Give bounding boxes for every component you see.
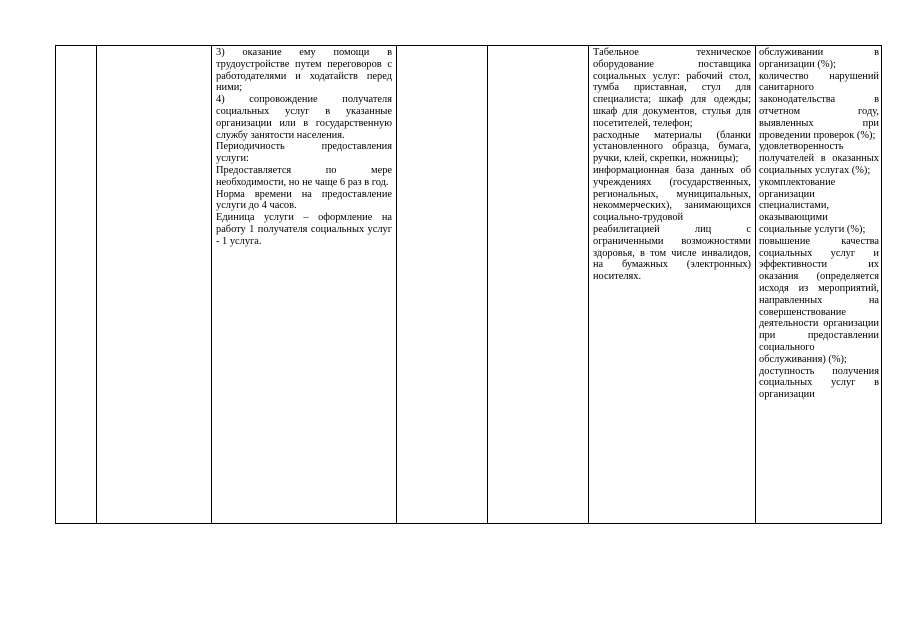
conditions-paragraph: информационная база данных об учреждениях (государственных, региональных, муниципальных, некоммерческих), занимающихся социально-трудовой реабилитацией лиц с ограниченными возможностями здоровья, в том числе инвалидов, на бумажных (электронных) носителях.: [593, 164, 751, 283]
description-paragraph: Единица услуги – оформление на работу 1 получателя социальных услуг - 1 услуга.: [216, 212, 392, 247]
number-cell: [56, 46, 97, 524]
table-row: [56, 46, 882, 524]
indicator-paragraph: удовлетворенность получателей в оказанных социальных услугах (%);: [759, 141, 879, 176]
services-table: [55, 45, 882, 524]
description-paragraph: 3) оказание ему помощи в трудоустройстве путем переговоров с работодателями и ходатайств перед ними;: [216, 47, 392, 94]
description-paragraph: Норма времени на предоставление услуги до 4 часов.: [216, 188, 392, 212]
conditions-cell: [589, 46, 756, 524]
service-name-cell: [97, 46, 212, 524]
indicator-paragraph: обслуживании в организации (%);: [759, 47, 879, 70]
indicator-paragraph: повышение качества социальных услуг и эффективности их оказания (определяется исходя из мероприятий, направленных на совершенствование деятельности организации при предоставлении социального обслуживания) (%);: [759, 235, 879, 365]
conditions-paragraph: расходные материалы (бланки установленного образца, бумага, ручки, клей, скрепки, ножницы);: [593, 129, 751, 165]
indicators-cell: [756, 46, 882, 524]
empty-cell: [488, 46, 589, 524]
service-description-cell: [212, 46, 397, 524]
description-paragraph: 4) сопровождение получателя социальных услуг в указанные организации или в государственную службу занятости населения.: [216, 94, 392, 141]
empty-cell: [397, 46, 488, 524]
indicator-paragraph: доступность получения социальных услуг в организации: [759, 365, 879, 401]
indicators-text: [756, 46, 881, 401]
description-paragraph: Периодичность предоставления услуги:: [216, 141, 392, 165]
conditions-paragraph: Табельное техническое оборудование поставщика социальных услуг: рабочий стол, тумба приставная, стул для специалиста; шкаф для одежды; шкаф для документов, стулья для посетителей, телефон;: [593, 47, 751, 129]
description-paragraph: Предоставляется по мере необходимости, но не чаще 6 раз в год.: [216, 164, 392, 188]
conditions-text: [589, 46, 755, 283]
service-description-text: [212, 46, 396, 248]
indicator-paragraph: укомплектование организации специалистами, оказывающими социальные услуги (%);: [759, 176, 866, 235]
indicator-paragraph: количество нарушений санитарного законодательства в отчетном году, выявленных при проведении проверок (%);: [759, 70, 879, 141]
